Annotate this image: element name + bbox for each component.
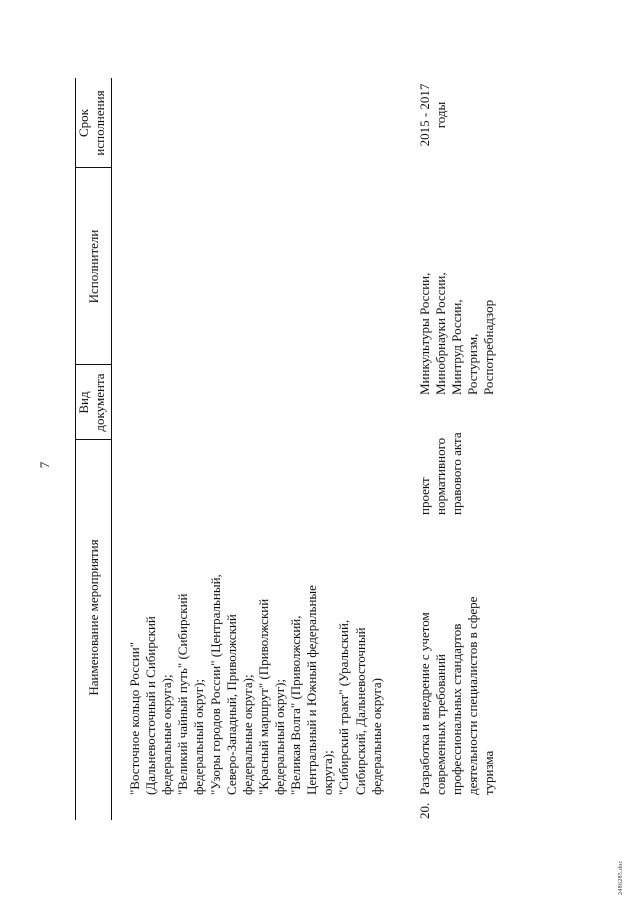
table-top-border: [75, 78, 76, 820]
row-executors: Минкультуры России, Минобрнауки России, Минтруд России, Ростуризм, Роспотребнадзор: [417, 272, 497, 395]
continuation-text: "Восточное кольцо России" (Дальневосточный и Сибирский федеральные округа); "Великий чайный путь" (Сибирский федеральный округ); "Узоры городов России" (Центральный, Северо-Западный, Приволжский федеральные округа); "Красный маршрут" (Приволжский федеральный округ); "Великая Волга" (Приволжский, Центральный и Южный федеральные округа); "Сибирский тракт" (Уральский, Сибирский, Дальневосточный федеральные округа): [127, 574, 384, 795]
header-name: Наименование мероприятия: [86, 539, 101, 696]
header-executors: Исполнители: [86, 229, 101, 304]
table-header-bottom-border: [111, 78, 112, 820]
row-deadline: 2015 - 2017 годы: [417, 83, 449, 147]
row-name: Разработка и внедрение с учетом современных требований профессиональных стандартов деятельности специалистов в сфере туризма: [417, 596, 497, 795]
row-doc-type: проект нормативного правового акта: [417, 432, 465, 515]
row-number: 20.: [417, 802, 432, 819]
page-number: 7: [37, 461, 52, 469]
header-deadline: Срок исполнения: [76, 90, 108, 156]
header-doc-type: Вид документа: [76, 373, 108, 432]
document-code: 2486285.doc: [618, 860, 624, 895]
